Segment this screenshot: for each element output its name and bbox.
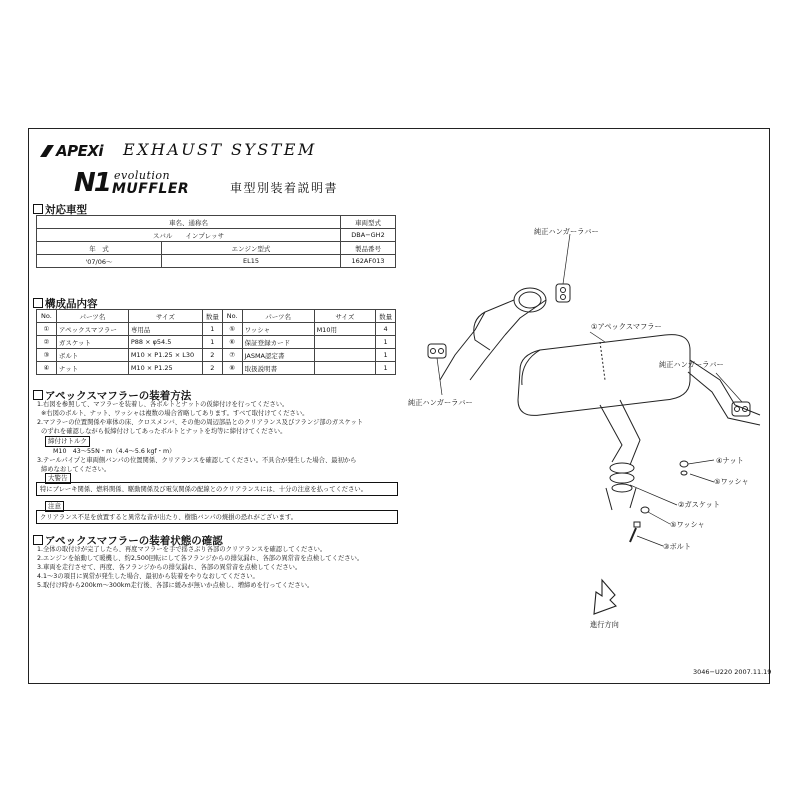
part-size: 専用品 <box>128 323 202 336</box>
parts-header-cell: パーツ名 <box>242 310 314 323</box>
install-step-2b: のずれを確認しながら仮締付けしてあったボルトとナットを均等に締付けてください。 <box>37 428 287 435</box>
warning-box: 特にブレーキ関係、燃料関係、駆動関係及び電気関係の配線とのクリアランスには、十分の注意を払ってください。 <box>36 482 398 496</box>
engine-value: EL15 <box>162 255 341 268</box>
year-header: 年 式 <box>37 242 162 255</box>
parts-header-cell: パーツ名 <box>56 310 128 323</box>
part-name: ナット <box>56 362 128 375</box>
part-name: JASMA認定書 <box>242 349 314 362</box>
inlet-pipe-illustration <box>600 400 640 510</box>
part-no: ① <box>37 323 57 336</box>
part-name: 取扱説明書 <box>242 362 314 375</box>
vehicle-header-name: 車名、通称名 <box>37 216 341 229</box>
part-qty: 1 <box>376 362 396 375</box>
part-size: M10 × P1.25 × L30 <box>128 349 202 362</box>
part-qty: 1 <box>376 349 396 362</box>
parts-section-title: 構成品内容 <box>33 296 98 311</box>
part-size <box>314 362 376 375</box>
check-step-2: 2.エンジンを始動して暖機し、約2,500回転にして各フランジからの排気漏れ、各部の異常音を点検してください。 <box>37 555 364 562</box>
hanger-rubber-left <box>428 344 446 358</box>
part-name: ワッシャ <box>242 323 314 336</box>
muffler-illustration <box>518 335 760 425</box>
product-no-header: 製品番号 <box>340 242 395 255</box>
year-value: '07/06〜 <box>37 255 162 268</box>
direction-arrow-icon <box>594 580 616 614</box>
part-name: ガスケット <box>56 336 128 349</box>
install-note-1: ※右図のボルト、ナット、ワッシャは複数の場合省略してあります。すべて取付けてください。 <box>37 410 309 417</box>
vehicle-table <box>36 215 396 268</box>
label-muffler: ①アペックスマフラー <box>591 322 662 331</box>
part-name: アペックスマフラー <box>56 323 128 336</box>
part-size: M10用 <box>314 323 376 336</box>
label-nut: ④ナット <box>716 456 744 465</box>
parts-row <box>37 349 396 362</box>
parts-header-cell: No. <box>222 310 242 323</box>
parts-row <box>37 336 396 349</box>
install-step-3: 3.テールパイプと車両側バンパの位置関係、クリアランスを確認してください。不具合が発生した場合、最初から <box>37 457 357 464</box>
document-title: 車型別装着説明書 <box>230 181 339 195</box>
label-bolt: ③ボルト <box>663 542 692 551</box>
label-washer-lower: ⑤ワッシャ <box>670 520 705 529</box>
part-size: P88 × φ54.5 <box>128 336 202 349</box>
part-name: ボルト <box>56 349 128 362</box>
vehicle-name: スバル インプレッサ <box>37 229 341 242</box>
label-gasket: ②ガスケット <box>678 500 721 509</box>
parts-header-cell: サイズ <box>314 310 376 323</box>
warning-label: 大警告 <box>45 473 71 484</box>
parts-header-row <box>37 310 396 323</box>
install-step-2: 2.マフラーの位置関係や車体の床、クロスメンバ、その他の周辺部品とのクリアランス及びフランジ部のガスケット <box>37 419 364 426</box>
part-qty: 2 <box>202 362 222 375</box>
parts-header-cell: 数量 <box>376 310 396 323</box>
check-step-5: 5.取付け時から200km〜300km走行後、各部に緩みが無いか点検し、増締めを行ってください。 <box>37 582 314 589</box>
parts-header-cell: 数量 <box>202 310 222 323</box>
part-qty: 1 <box>202 336 222 349</box>
check-section-title: アペックスマフラーの装着状態の確認 <box>33 533 223 548</box>
label-washer-upper: ⑤ワッシャ <box>714 477 749 486</box>
vehicle-header-model: 車両型式 <box>340 216 395 229</box>
apexi-logo: APEXi <box>40 142 103 160</box>
vehicle-section-title: 対応車型 <box>33 202 87 217</box>
check-step-1: 1.全体の取付けが完了したら、再度マフラーを手で揺さぶり各部のクリアランスを確認してください。 <box>37 546 327 553</box>
part-qty: 2 <box>202 349 222 362</box>
part-no: ⑦ <box>222 349 242 362</box>
part-qty: 4 <box>376 323 396 336</box>
label-hanger-right: 純正ハンガーラバー <box>659 360 724 369</box>
label-hanger-left: 純正ハンガーラバー <box>408 398 473 407</box>
label-hanger-top: 純正ハンガーラバー <box>534 227 599 236</box>
part-qty: 1 <box>202 323 222 336</box>
exhaust-diagram <box>400 200 770 640</box>
part-no: ⑧ <box>222 362 242 375</box>
vehicle-model: DBA−GH2 <box>340 229 395 242</box>
parts-header-cell: サイズ <box>128 310 202 323</box>
part-no: ⑥ <box>222 336 242 349</box>
check-step-3: 3.車両を走行させて、再度、各フランジからの排気漏れ、各部の異常音を点検してください。 <box>37 564 302 571</box>
install-step-1: 1.右図を参照して、マフラーを装着し、各ボルトとナットの仮締付けを行ってください。 <box>37 401 289 408</box>
part-no: ④ <box>37 362 57 375</box>
hanger-rubber-top <box>556 284 570 302</box>
parts-table <box>36 309 396 375</box>
install-step-3b: 締めなおしてください。 <box>37 466 111 473</box>
part-no: ⑤ <box>222 323 242 336</box>
parts-row <box>37 362 396 375</box>
part-size: M10 × P1.25 <box>128 362 202 375</box>
install-section-title: アペックスマフラーの装着方法 <box>33 388 191 403</box>
label-direction: 進行方向 <box>590 620 619 629</box>
part-no: ③ <box>37 349 57 362</box>
product-no-value: 162AF013 <box>340 255 395 268</box>
tail-pipe-illustration <box>440 288 546 380</box>
product-logo: N1 evolution MUFFLER <box>74 168 190 198</box>
part-size <box>314 336 376 349</box>
part-no: ② <box>37 336 57 349</box>
engine-header: エンジン型式 <box>162 242 341 255</box>
part-name: 保証登録カード <box>242 336 314 349</box>
part-size <box>314 349 376 362</box>
torque-label: 締付けトルク <box>45 436 90 447</box>
part-qty: 1 <box>376 336 396 349</box>
caution-label: 注意 <box>45 501 64 512</box>
document-code: 3046−U220 2007.11.19 <box>693 668 772 676</box>
check-step-4: 4.1〜3の項目に異常が発生した場合、最初から装着をやりなおしてください。 <box>37 573 259 580</box>
torque-value: M10 43〜55N・m（4.4〜5.6 kgf・m） <box>53 448 176 455</box>
series-title: EXHAUST SYSTEM <box>123 140 317 159</box>
parts-row <box>37 323 396 336</box>
caution-box: クリアランス不足を放置すると異常な音が出たり、樹脂バンパの焼損の恐れがございます。 <box>36 510 398 524</box>
parts-header-cell: No. <box>37 310 57 323</box>
